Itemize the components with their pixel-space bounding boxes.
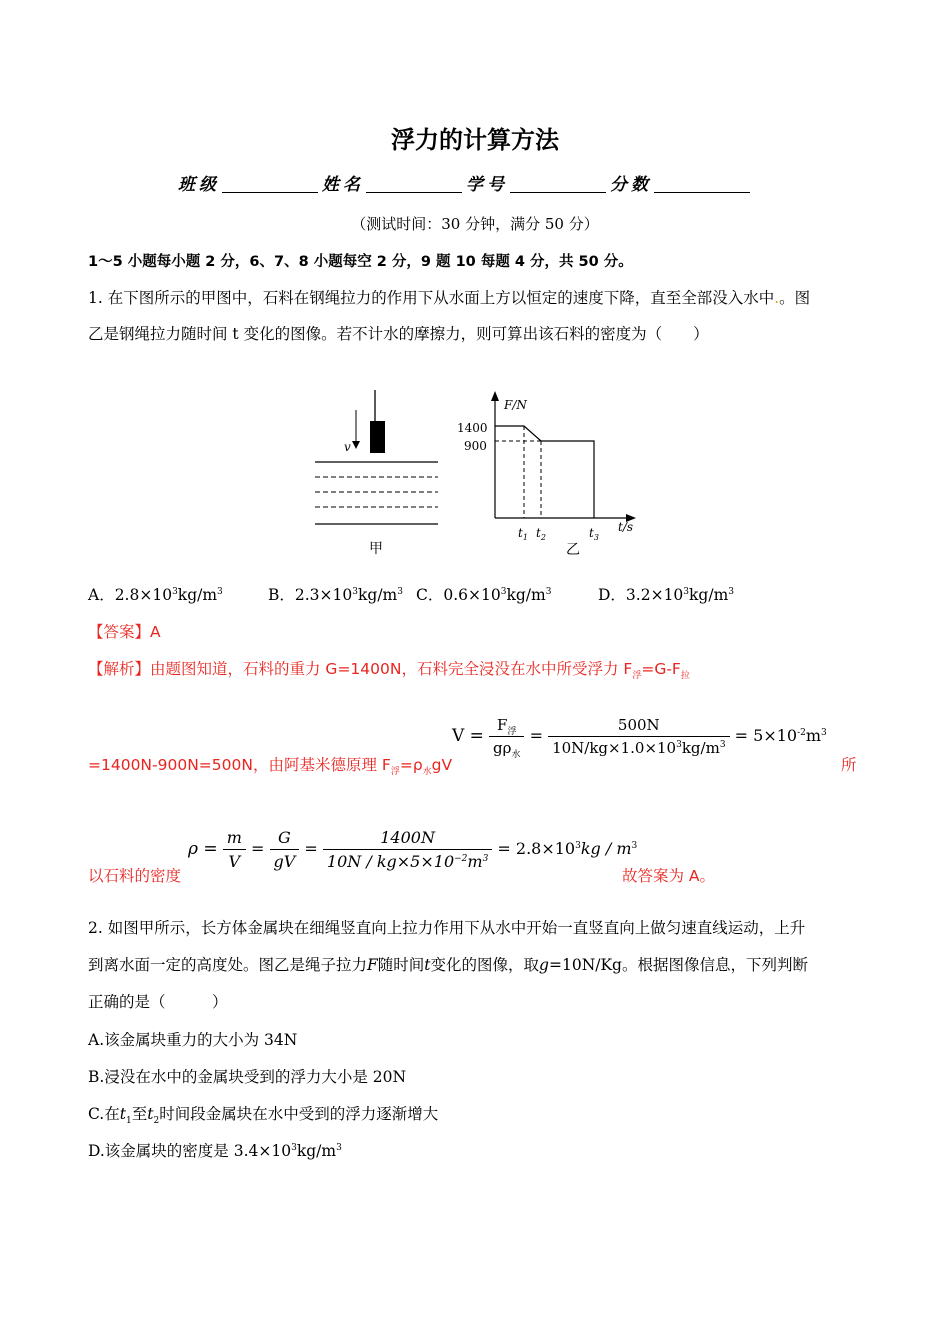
- test-subtitle: （测试时间：30 分钟，满分 50 分）: [351, 215, 599, 233]
- score-blank: [654, 174, 750, 193]
- q1-conclusion: 故答案为 A。: [622, 867, 716, 885]
- figure-jia: [300, 385, 450, 565]
- page-title: 浮力的计算方法: [391, 126, 559, 154]
- volume-equation: V = $\frac{F_浮}{g\rho_水}$ = $\frac{500N}{10N/kg\times 1.0\times 10^3kg/m^3}$ = $5\times 10^{-2}m^3$: [452, 716, 827, 760]
- q2-option-b[interactable]: B.浸没在水中的金属块受到的浮力大小是 20N: [88, 1068, 407, 1086]
- class-label: 班级: [178, 175, 220, 195]
- name-blank: [366, 174, 462, 193]
- tick-t2: $t_2$: [536, 526, 546, 542]
- figure-yi: [450, 385, 645, 565]
- name-label: 姓名: [322, 175, 364, 195]
- tick-1400: 1400: [457, 421, 488, 435]
- tick-t1: $t_1$: [518, 526, 528, 542]
- q1-option-b[interactable]: B．$2.3\times 10^3kg/m^3$: [268, 586, 403, 604]
- scoring-note: 1～5 小题每小题 2 分，6、7、8 小题每空 2 分，9 题 10 每题 4 分，共 50 分。: [88, 254, 633, 270]
- velocity-label: v: [344, 440, 351, 454]
- q1-mark: .: [774, 289, 780, 307]
- q1-option-c[interactable]: C．$0.6\times 10^3kg/m^3$: [416, 586, 552, 604]
- id-blank: [510, 174, 606, 193]
- score-label: 分数: [610, 175, 652, 195]
- q1-analysis-2: =1400N-900N=500N，由阿基米德原理 $F_浮=\rho_水gV$: [88, 756, 453, 778]
- q1-text-1-end: 。图: [779, 289, 811, 307]
- q1-option-d[interactable]: D．$3.2\times 10^3kg/m^3$: [598, 586, 734, 604]
- density-equation: ρ = $\frac{m}{V}$ = $\frac{G}{gV}$ = $\frac{1400N}{10N / kg\times 5\times 10^{-2}m^3}$ = $2.8\times 10^3kg / m^3$: [188, 828, 638, 871]
- tick-t3: $t_3$: [589, 526, 599, 542]
- q1-suo: 所: [841, 756, 857, 774]
- q2-line1: 2. 如图甲所示，长方体金属块在细绳竖直向上拉力作用下从水中开始一直竖直向上做匀速直线运动，上升: [88, 919, 806, 937]
- q2-line2: 到离水面一定的高度处。图乙是绳子拉力F随时间t变化的图像，取g=10N/Kg。根据图像信息，下列判断: [88, 956, 808, 974]
- q2-option-a[interactable]: A.该金属块重力的大小为 34N: [88, 1031, 298, 1049]
- q2-option-d[interactable]: D.该金属块的密度是 $3.4\times 10^3kg/m^3$: [88, 1142, 342, 1160]
- q2-line3: 正确的是（ ）: [88, 993, 228, 1011]
- y-axis-label: F/N: [504, 398, 527, 412]
- q1-text-1: 1. 在下图所示的甲图中，石料在钢绳拉力的作用下从水面上方以恒定的速度下降，直至全部没入水中: [88, 289, 775, 307]
- student-info-line: [178, 170, 754, 195]
- x-axis-label: t/s: [618, 520, 634, 534]
- q1-option-a[interactable]: A．$2.8\times 10^3kg/m^3$: [88, 586, 223, 604]
- fig-yi-label: 乙: [566, 542, 580, 558]
- fig-jia-label: 甲: [369, 541, 383, 557]
- id-label: 学号: [466, 175, 508, 195]
- q1-answer: 【答案】A: [88, 623, 161, 641]
- q1-analysis-1: 【解析】由题图知道，石料的重力 G=1400N，石料完全浸没在水中所受浮力 $F_浮=G-F_拉$: [88, 660, 690, 682]
- density-label: 以石料的密度: [88, 867, 182, 885]
- stone-block: [370, 421, 385, 453]
- q1-line1: [88, 288, 810, 308]
- q1-line2: 乙是钢绳拉力随时间 t 变化的图像。若不计水的摩擦力，则可算出该石料的密度为（ ）: [88, 325, 709, 343]
- class-blank: [222, 174, 318, 193]
- q2-option-c[interactable]: C.在$t_1$至$t_2$时间段金属块在水中受到的浮力逐渐增大: [88, 1105, 439, 1127]
- force-curve: [495, 426, 594, 518]
- tick-900: 900: [464, 439, 487, 453]
